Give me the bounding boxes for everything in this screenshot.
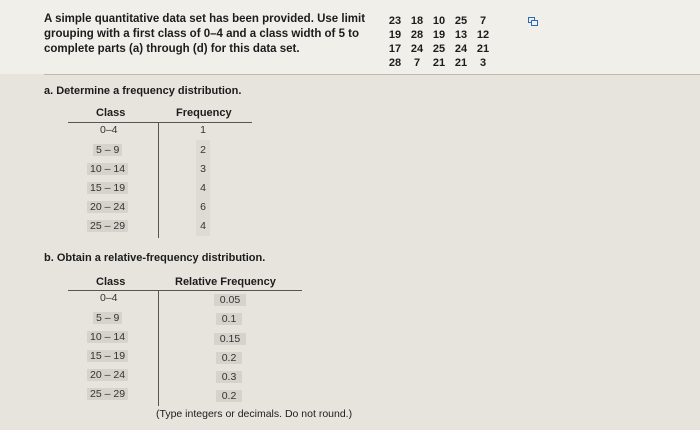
data-value: 28 [410, 29, 424, 41]
class-input[interactable]: 5 – 9 [93, 312, 122, 324]
class-input[interactable]: 25 – 29 [87, 388, 128, 400]
relative-frequency-column-header: Relative Frequency [175, 276, 276, 288]
relative-frequency-input[interactable]: 0.15 [214, 333, 246, 345]
frequency-input[interactable]: 4 [200, 220, 206, 232]
copy-data-icon[interactable] [528, 17, 538, 26]
data-set-grid [384, 14, 494, 70]
data-value: 12 [476, 29, 490, 41]
table-column-rule [158, 290, 159, 406]
relative-frequency-input[interactable]: 0.3 [216, 371, 242, 383]
relative-frequency-input[interactable]: 0.2 [216, 390, 242, 402]
data-value: 21 [476, 43, 490, 55]
data-value: 3 [479, 57, 487, 69]
data-value: 19 [388, 29, 402, 41]
header-divider [44, 74, 700, 75]
problem-line: A simple quantitative data set has been provided. Use limit [44, 13, 366, 25]
relative-frequency-input[interactable]: 0.1 [216, 313, 242, 325]
frequency-column-header: Frequency [176, 107, 232, 119]
class-input[interactable]: 15 – 19 [87, 182, 128, 194]
data-value: 19 [432, 29, 446, 41]
data-value: 10 [432, 15, 446, 27]
problem-line: grouping with a first class of 0–4 and a class width of 5 to [44, 28, 360, 40]
class-cell: 0–4 [100, 124, 118, 136]
class-input[interactable]: 15 – 19 [87, 350, 128, 362]
data-value: 25 [432, 43, 446, 55]
class-input[interactable]: 25 – 29 [87, 220, 128, 232]
data-value: 7 [413, 57, 421, 69]
data-value: 25 [454, 15, 468, 27]
data-value: 21 [432, 57, 446, 69]
data-value: 23 [388, 15, 402, 27]
answer-format-note: (Type integers or decimals. Do not round.) [156, 408, 353, 420]
class-input[interactable]: 20 – 24 [87, 201, 128, 213]
problem-statement [44, 12, 374, 57]
data-value: 7 [479, 15, 487, 27]
data-value: 28 [388, 57, 402, 69]
relative-frequency-input[interactable]: 0.2 [216, 352, 242, 364]
class-cell: 0–4 [100, 292, 118, 304]
table-header-rule [68, 122, 252, 123]
data-value: 18 [410, 15, 424, 27]
class-input[interactable]: 10 – 14 [87, 163, 128, 175]
frequency-input[interactable]: 4 [200, 182, 206, 194]
class-column-header: Class [96, 107, 126, 119]
problem-line: complete parts (a) through (d) for this data set. [44, 43, 300, 55]
frequency-input[interactable]: 2 [200, 144, 206, 156]
relative-frequency-input[interactable]: 0.05 [214, 294, 246, 306]
frequency-input[interactable]: 6 [200, 201, 206, 213]
part-b-heading: b. Obtain a relative-frequency distribution. [44, 252, 266, 264]
class-input[interactable]: 10 – 14 [87, 331, 128, 343]
frequency-input[interactable]: 3 [200, 163, 206, 175]
part-a-heading: a. Determine a frequency distribution. [44, 85, 242, 97]
data-value: 24 [410, 43, 424, 55]
table-header-rule [68, 290, 302, 291]
data-value: 24 [454, 43, 468, 55]
data-value: 13 [454, 29, 468, 41]
class-input[interactable]: 5 – 9 [93, 144, 122, 156]
table-column-rule [158, 122, 159, 238]
data-value: 17 [388, 43, 402, 55]
class-column-header: Class [96, 276, 126, 288]
class-input[interactable]: 20 – 24 [87, 369, 128, 381]
frequency-cell: 1 [200, 124, 206, 136]
data-value: 21 [454, 57, 468, 69]
